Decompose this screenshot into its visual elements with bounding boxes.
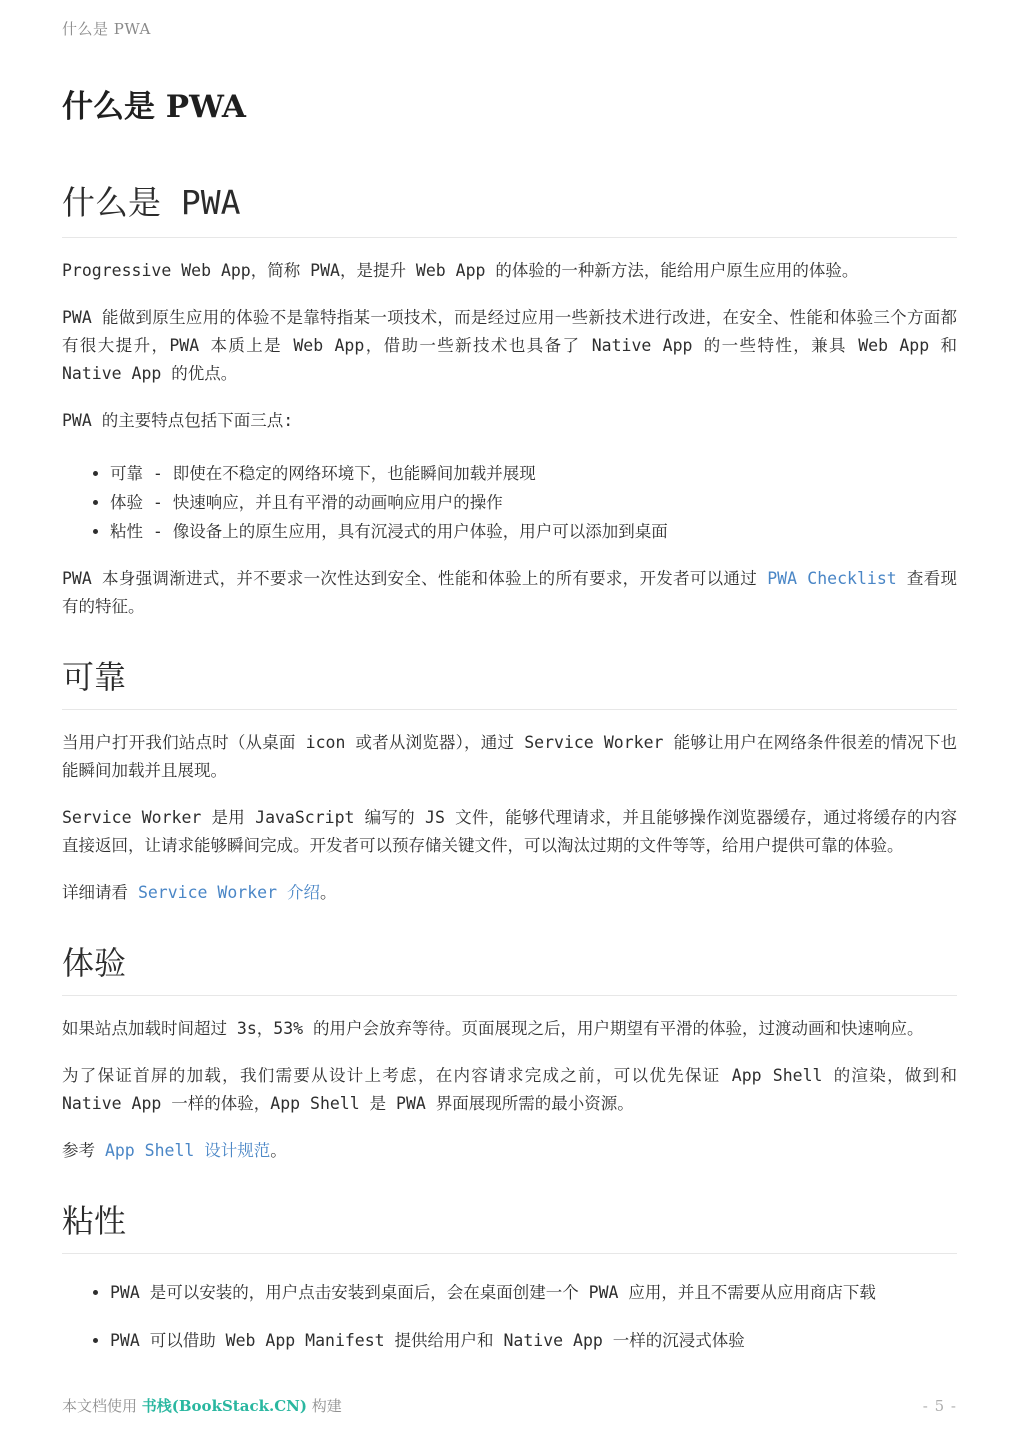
list-item-installable: • PWA 是可以安装的，用户点击安装到桌面后，会在桌面创建一个 PWA 应用，并且不需要从应用商店下载 xyxy=(110,1279,957,1307)
footer-attribution xyxy=(62,1395,342,1416)
reliable-paragraph-3 xyxy=(62,879,957,907)
heading-experience: 体验 xyxy=(62,943,957,996)
sticky-list xyxy=(62,1279,957,1355)
paragraph-text: 详细请看 xyxy=(62,883,138,903)
page-footer xyxy=(62,1395,957,1416)
paragraph-text: 。 xyxy=(270,1141,287,1161)
intro-paragraph-2: PWA 能做到原生应用的体验不是靠特指某一项技术，而是经过应用一些新技术进行改进，在安全、性能和体验三个方面都有很大提升，PWA 本质上是 Web App，借助一些新技术也具备了 Native App 的一些特性，兼具 Web App 和 Native App 的优点。 xyxy=(62,308,957,384)
footer-text: 构建 xyxy=(306,1397,342,1415)
list-item-manifest: • PWA 可以借助 Web App Manifest 提供给用户和 Native App 一样的沉浸式体验 xyxy=(110,1327,957,1355)
intro-paragraph-4 xyxy=(62,565,957,621)
list-item-sticky: • 粘性 - 像设备上的原生应用，具有沉浸式的用户体验，用户可以添加到桌面 xyxy=(110,518,957,546)
intro-paragraph-1: Progressive Web App，简称 PWA，是提升 Web App 的体验的一种新方法，能给用户原生应用的体验。 xyxy=(62,261,859,281)
bookstack-link[interactable]: 书栈(BookStack.CN) xyxy=(141,1397,307,1415)
experience-paragraph-3 xyxy=(62,1137,957,1165)
reliable-paragraph-1: 当用户打开我们站点时（从桌面 icon 或者从浏览器），通过 Service Worker 能够让用户在网络条件很差的情况下也能瞬间加载并且展现。 xyxy=(62,733,957,781)
running-header: 什么是 PWA xyxy=(62,20,151,38)
heading-reliable: 可靠 xyxy=(62,657,957,710)
app-shell-spec-link[interactable]: App Shell 设计规范 xyxy=(104,1141,271,1161)
intro-paragraph-3: PWA 的主要特点包括下面三点: xyxy=(62,411,294,431)
paragraph-text: 查看现有的特征。 xyxy=(62,569,958,617)
list-item-reliable: • 可靠 - 即使在不稳定的网络环境下，也能瞬间加载并展现 xyxy=(110,460,957,488)
experience-paragraph-1: 如果站点加载时间超过 3s，53% 的用户会放弃等待。页面展现之后，用户期望有平滑的体验，过渡动画和快速响应。 xyxy=(62,1019,924,1039)
list-item-experience: • 体验 - 快速响应，并且有平滑的动画响应用户的操作 xyxy=(110,489,957,517)
paragraph-text: 参考 xyxy=(62,1141,105,1161)
pwa-checklist-link[interactable]: PWA Checklist xyxy=(767,569,897,589)
heading-what-is-pwa: 什么是 PWA xyxy=(62,182,957,238)
document-title: 什么是 PWA xyxy=(62,89,246,125)
paragraph-text: PWA 本身强调渐进式，并不要求一次性达到安全、性能和体验上的所有要求，开发者可以通过 xyxy=(62,569,768,589)
pwa-feature-list xyxy=(62,460,957,546)
page-number: - 5 - xyxy=(922,1397,957,1415)
heading-sticky: 粘性 xyxy=(62,1201,957,1254)
paragraph-text: 。 xyxy=(319,883,337,903)
experience-paragraph-2: 为了保证首屏的加载，我们需要从设计上考虑，在内容请求完成之前，可以优先保证 App Shell 的渲染，做到和 Native App 一样的体验，App Shell 是 PWA 界面展现所需的最小资源。 xyxy=(62,1066,957,1114)
reliable-paragraph-2: Service Worker 是用 JavaScript 编写的 JS 文件，能够代理请求，并且能够操作浏览器缓存，通过将缓存的内容直接返回，让请求能够瞬间完成。开发者可以预存储关键文件，可以淘汰过期的文件等等，给用户提供可靠的体验。 xyxy=(62,808,957,856)
footer-text: 本文档使用 xyxy=(62,1397,142,1415)
service-worker-intro-link[interactable]: Service Worker 介绍 xyxy=(137,883,320,903)
